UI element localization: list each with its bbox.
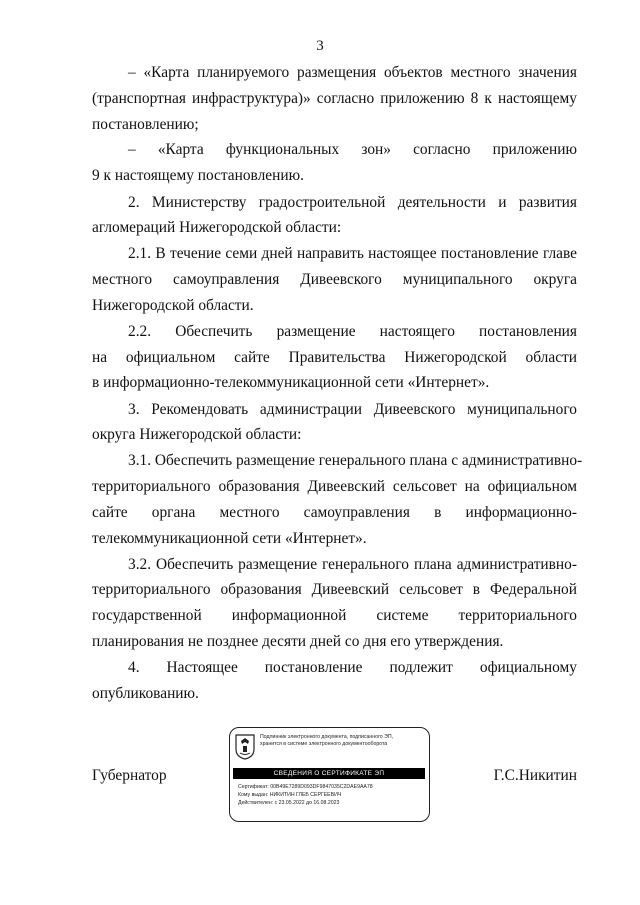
text-line: 3. Рекомендовать администрации Дивеевского муниципального [128,401,577,418]
text-line: 9 к настоящему постановлению. [92,167,304,184]
text-line: планирования не позднее десяти дней со дня его утверждения. [92,633,504,650]
text-line: (транспортная инфраструктура)» согласно приложению 8 к настоящему [92,90,577,107]
stamp-title: СВЕДЕНИЯ О СЕРТИФИКАТЕ ЭП [233,768,425,779]
text-line: 2.1. В течение семи дней направить настоящее постановление главе [128,245,577,262]
text-line: государственной информационной системе территориального [92,607,577,624]
text-line: территориального образования Дивеевский сельсовет на официальном [92,478,577,495]
signatory-position: Губернатор [92,767,167,784]
text-line: сайте органа местного самоуправления в информационно- [92,504,577,521]
text-line: 2. Министерству градостроительной деятельности и развития [128,194,577,211]
stamp-certificate: Сертификат: 00B49E7289D093DF9847035C2DAE9AA78 [238,784,373,790]
text-line: агломераций Нижегородской области: [92,219,342,236]
stamp-header [260,734,426,748]
page-number: 3 [316,38,324,54]
text-line: – «Карта планируемого размещения объектов местного значения [128,64,577,81]
text-line: 2.2. Обеспечить размещение настоящего постановления [128,323,577,340]
text-line: Нижегородской области. [92,297,254,314]
text-line: в информационно-телекоммуникационной сети «Интернет». [92,374,490,391]
text-line: территориального образования Дивеевский сельсовет в Федеральной [92,581,577,598]
text-line: 4. Настоящее постановление подлежит официальному [128,659,577,676]
text-line: 3.1. Обеспечить размещение генерального плана с административно- [128,452,583,469]
text-line: округа Нижегородской области: [92,426,302,443]
stamp-validity: Действителен: с 23.05.2022 до 16.08.2023 [238,800,340,806]
stamp-issued-to: Кому выдан: НИКИТИН ГЛЕБ СЕРГЕЕВИЧ [238,792,342,798]
text-line: на официальном сайте Правительства Нижегородской области [92,349,577,366]
coat-of-arms-icon [235,734,255,760]
stamp-header-line: Подлинник электронного документа, подписанного ЭП, [260,734,394,740]
text-line: – «Карта функциональных зон» согласно приложению [128,141,577,158]
signatory-name: Г.С.Никитин [493,767,577,784]
electronic-signature-stamp [229,727,430,822]
text-line: 3.2. Обеспечить размещение генерального плана административно- [128,556,577,573]
text-line: опубликованию. [92,685,199,702]
text-line: постановлению; [92,116,199,133]
text-line: местного самоуправления Дивеевского муниципального округа [92,271,577,288]
text-line: телекоммуникационной сети «Интернет». [92,530,367,547]
stamp-header-line: хранится в системе электронного документооборота [260,741,388,747]
